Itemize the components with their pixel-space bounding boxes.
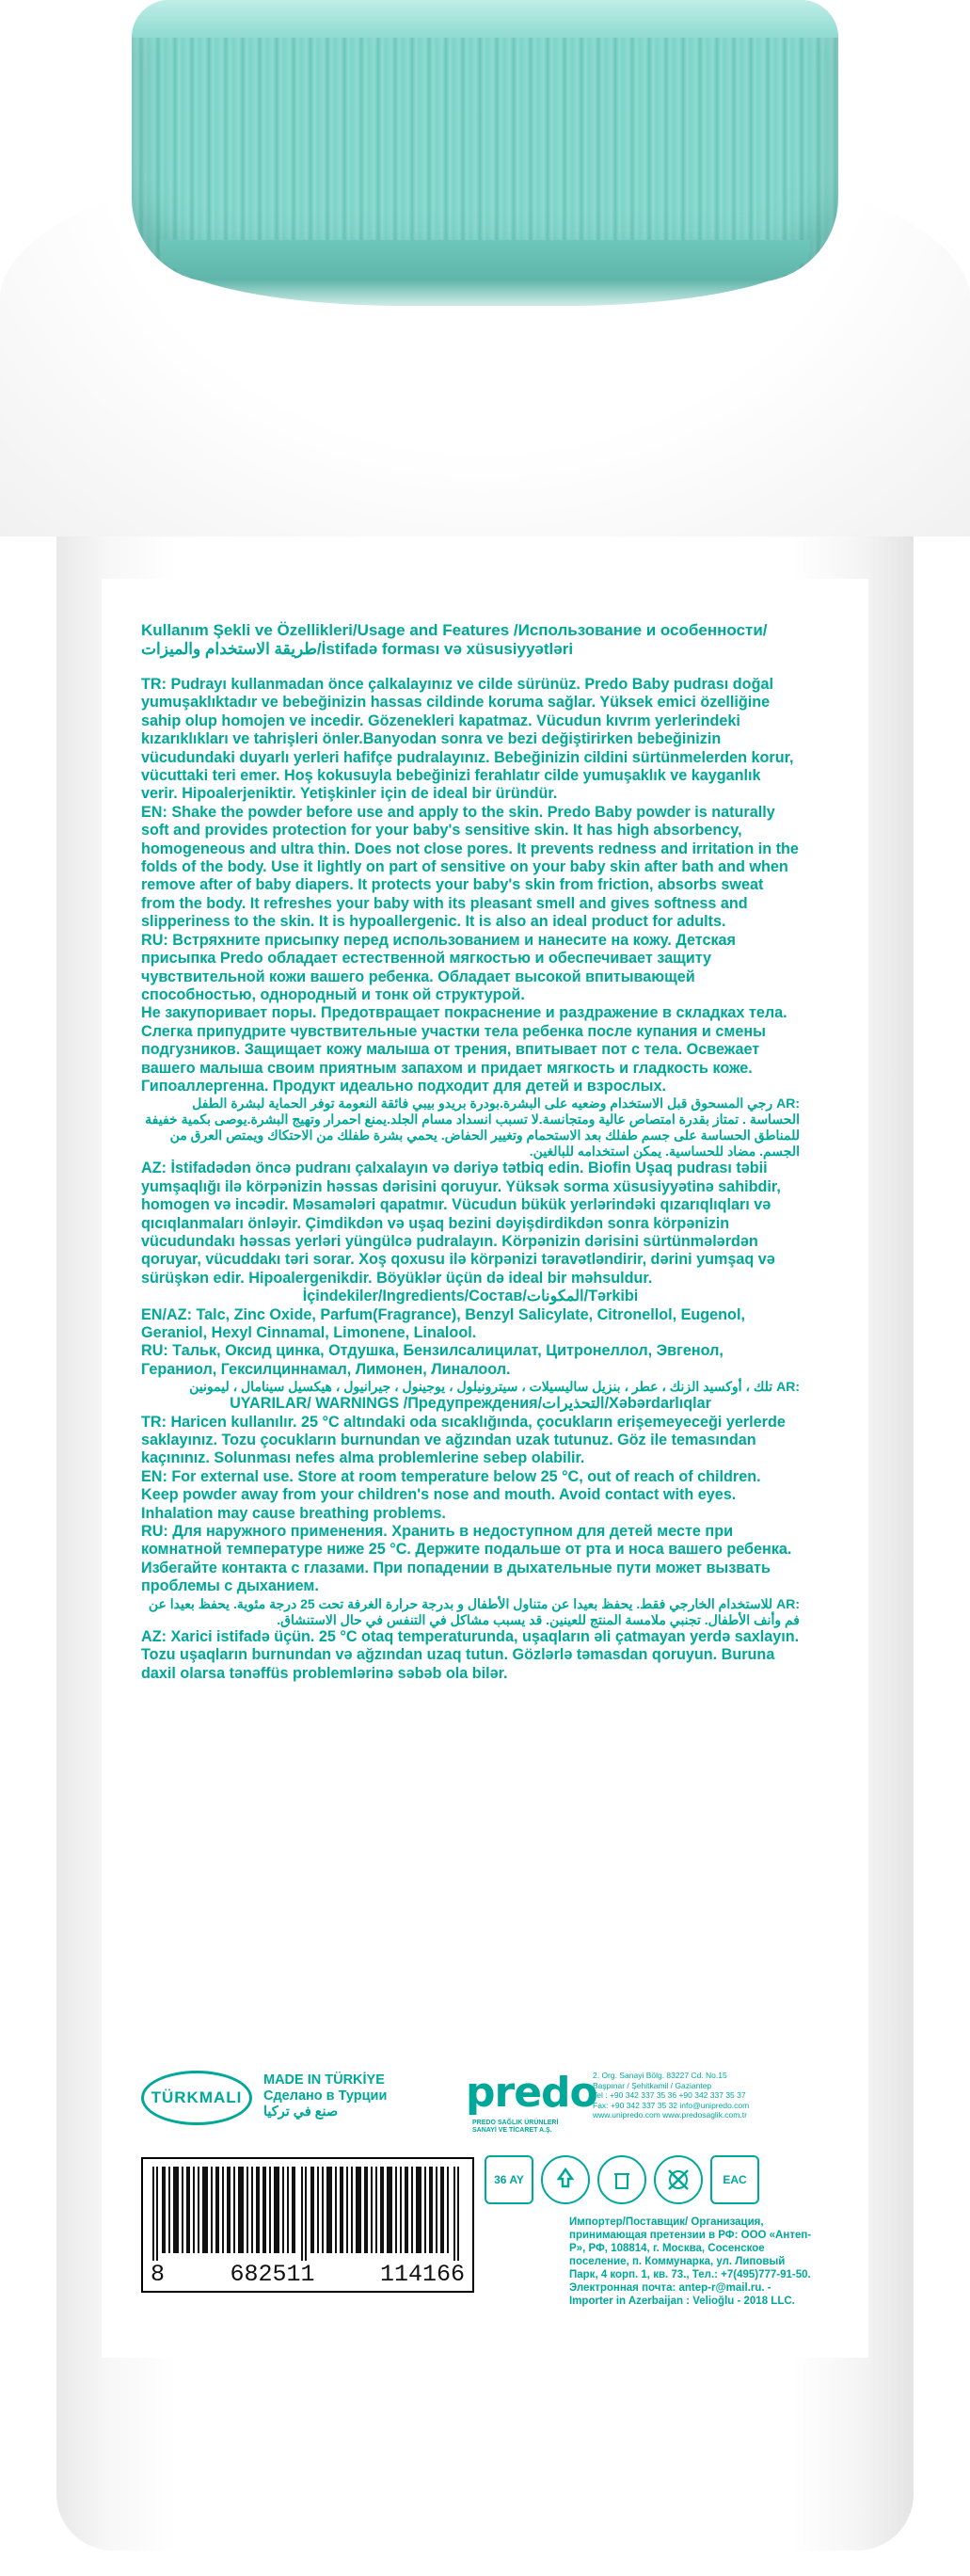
- no-inhale-icon: [654, 2155, 703, 2204]
- usage-ru-1: RU: Встряхните присыпку перед использованием и нанесите на кожу. Детская присыпка Predo обладает естественной мягкостью и обеспечивает защиту чувствительной кожи вашего ребенка. Обладает высокой впитывающей способностью, однородный и тонк ой структурой.: [141, 931, 736, 1003]
- usage-az: AZ: İstifadədən öncə pudranı çalxalayın və dəriyə tətbiq edin. Biofin Uşaq pudrası təbii yumşaqlığı ilə körpənizin həssas dərisini qoruyur. Yüksək sorma xüsusiyyətinə sahibdir, homogen və incədir. Məsamələri qapatmır. Vücudun bükük yerlərindəki qızarıqlıqları və qıcıqlanmaları önləyir. Çimdikdən və uşaq bezini dəyişdirdikdən sonra körpənizin vücudundakı həssas yerləri yüngülcə pudralayın. Körpənizin dərisini sürtünmələrdən qoruyar, vücuddakı təri sorar. Xoş qoxusu ilə körpənizi təravətləndirir, dərini yumşaq və sürüşkən edir. Hipoalergenikdir. Böyüklər üçün də ideal bir məhsuldur.: [141, 1160, 781, 1287]
- address: [593, 2071, 800, 2120]
- address-line: 2. Org. Sanayi Bölg. 83227 Cd. No.15: [593, 2071, 727, 2080]
- predo-company: [472, 2120, 558, 2135]
- made-in-ru: Сделано в Турции: [263, 2088, 388, 2104]
- barcode-digit-group: 114166: [379, 2261, 465, 2288]
- pao-icon: 36 AY: [485, 2155, 533, 2204]
- warnings-tr: TR: Haricen kullanılır. 25 °C altındaki oda sıcaklığında, çocukların erişemeyeceği yerlerde saklayınız. Tozu çocukların burnundan ve ağzından uzak tutunuz. Göz ile temasından kaçınınız. Solunması nefes alma problemlerine sebep olabilir.: [141, 1413, 786, 1467]
- made-in-ar: صنع في تركيا: [263, 2104, 339, 2120]
- label-footer: [141, 2061, 812, 2344]
- warnings-ar: :AR للاستخدام الخارجي فقط. يحفظ بعيدا عن متناول الأطفال و بدرجة حرارة الغرفة تحت 25 درجة مئوية. يحفظ بعيدا عن فم وأنف الأطفال. تجنبي ملامسة المنتج للعينين. قد يسبب مشاكل في التنفس في حال الاستنشاق.: [148, 1595, 800, 1627]
- ingredients-en-az: EN/AZ: Talc, Zinc Oxide, Parfum(Fragrance), Benzyl Salicylate, Citronellol, Eugenol, Geraniol, Hexyl Cinnamal, Limonene, Linalool.: [141, 1305, 745, 1341]
- predo-company-line-1: PREDO SAĞLIK ÜRÜNLERİ: [472, 2120, 559, 2126]
- warnings-title: UYARILAR/ WARNINGS /Предупреждения/التحذيرات/Xəbərdarlıqlar: [230, 1395, 711, 1413]
- usage-tr: TR: Pudrayı kullanmadan önce çalkalayınız ve cilde sürünüz. Predo Baby pudrası doğal yumuşaklıktadır ve bebeğinizin hassas cildinde koruma sağlar. Yüksek emici özelliğine sahip olup homojen ve incedir. Gözenekleri kapatmaz. Vücudun kıvrım yerlerindeki kızarıklıkları ve tahrişleri önler.Banyodan sonra ve bezi değiştirirken bebeğinizin vücudundaki duyarlı yerleri hafifçe pudralayınız. Bebeğinizin cildini sürtünmelerden korur, vücuttaki teri emer. Hoş kokusuyla bebeğinizi ferahlatır cilde yumuşaklık ve kayganlık verir. Hipoalerjeniktir. Yetişkinler için de ideal bir üründür.: [141, 676, 794, 803]
- address-line: www.unipredo.com www.predosaglik.com.tr: [593, 2110, 747, 2120]
- usage-title: Kullanım Şekli ve Özellikleri/Usage and Features /Использование и особенности/ طريقة الاستخدام والميزات/İstifadə forması və xüsusiyyətləri: [141, 621, 768, 658]
- warnings-ru: RU: Для наружного применения. Хранить в недоступном для детей месте при комнатной температуре ниже 25 °C. Держите подальше от рта и носа вашего ребенка. Избегайте контакта с глазами. При попадении в дыхательные пути может вызвать проблемы с дыханием.: [141, 1523, 792, 1595]
- ingredients-ru: RU: Тальк, Оксид цинка, Отдушка, Бензилсалицилат, Цитронеллол, Эвгенол, Гераниол, Гексилциннамал, Лимонен, Линалоол.: [141, 1342, 724, 1378]
- barcode-digit-group: 682511: [230, 2261, 315, 2288]
- warnings-en: EN: For external use. Store at room temperature below 25 °C, out of reach of children. Keep powder away from your children's nose and mouth. Avoid contact with eyes. Inhalation may cause breathing problems.: [141, 1467, 761, 1522]
- address-line: Tel : +90 342 337 35 36 +90 342 337 35 37: [593, 2090, 746, 2100]
- trash-bin-icon: [597, 2155, 646, 2204]
- predo-logo: predo: [466, 2069, 597, 2117]
- ingredients-title: İçindekiler/Ingredients/Состав/المكونات/Tərkibi: [302, 1288, 639, 1305]
- label-text: [141, 621, 800, 1683]
- ingredients-ar: :AR تلك ، أوكسيد الزنك ، عطر ، بنزيل ساليسيلات ، سيترونيلول ، يوجينول ، جيرانيول ، هيكسيل سينامال ، ليمونين: [189, 1379, 800, 1395]
- barcode-number: [151, 2261, 465, 2288]
- barcode-bars: [151, 2167, 463, 2261]
- made-in: [263, 2072, 387, 2120]
- barcode: [141, 2157, 474, 2293]
- cap-top: [132, 0, 838, 38]
- address-line: Fax: +90 342 337 35 32 info@unipredo.com: [593, 2100, 750, 2110]
- importer-info: Импортер/Поставщик/ Организация, принимающая претензии в РФ: ООО «Антеп-Р», РФ, 108814, г. Москва, Сосенское поселение, п. Коммунарка, ул. Липовый Парк, 4 корп. 1, кв. 73., Тел.: +7(495)777-91-50. Электронная почта: antep-r@mail.ru. - Importer in Azerbaijan : Velioğlu - 2018 LLC.: [569, 2216, 812, 2307]
- usage-ru-2: Не закупоривает поры. Предотвращает покраснение и раздражение в складках тела. Слегка припудрите чувствительные участки тела ребенка после купания и смены подгузников. Защищает кожу малыша от трения, впитывает пот с тела. Освежает вашего малыша своим приятным запахом и придает мягкость и гладкость коже. Гипоаллергенна. Продукт идеально подходит для детей и взрослых.: [141, 1004, 787, 1095]
- eac-icon: EAC: [710, 2155, 759, 2204]
- predo-company-line-2: SANAYİ VE TİCARET A.Ş.: [472, 2127, 552, 2134]
- warnings-az: AZ: Xarici istifadə üçün. 25 °C otaq temperaturunda, uşaqların əli çatmayan yerdə saxlayın. Tozu uşaqların burnundan və ağzından uzaq tutun. Gözlərlə təmasdan qoruyun. Buruna daxil olarsa tənəffüs problemlərinə səbəb ola bilər.: [141, 1627, 800, 1682]
- address-line: Başpınar / Şehitkamil / Gaziantep: [593, 2080, 712, 2090]
- certification-icons: [485, 2155, 804, 2208]
- barcode-digit-group: 8: [151, 2261, 166, 2288]
- made-in-en: MADE IN TÜRKİYE: [263, 2072, 385, 2088]
- turkmali-logo: TÜRKMALI: [141, 2071, 252, 2125]
- usage-ar: :AR رجي المسحوق قبل الاستخدام وضعيه على البشرة.بودرة بريدو بيبي فائقة النعومة توفر الحماية لبشرة الطفل الحساسة . تمتاز بقدرة امتصاص عالية ومتجانسة.لا تسبب انسداد مسام الجلد.يمنع احمرار وتهيج البشرة.يوصى بكمية خفيفة للمناطق الحساسة على جسم طفلك بعد الاستحمام وتغيير الحفاض. يحمي بشرة طفلك من الاحتكاك ويمتص العرق من الجسم. مضاد للحساسية. يمكن استخدامه للبالغين.: [145, 1096, 800, 1160]
- usage-en: EN: Shake the powder before use and apply to the skin. Predo Baby powder is naturally soft and provides protection for your baby's sensitive skin. It has high absorbency, homogeneous and ultra thin. Does not close pores. It prevents redness and irritation in the folds of the body. Use it lightly on part of sensitive on your baby skin after bath and when remove after of baby diapers. It protects your baby's skin from friction, absorbs sweat from the body. It refreshes your baby with its pleasant smell and gives softness and slipperiness to the skin. It is hypoallergenic. It is also an ideal product for adults.: [141, 803, 799, 931]
- recycle-icon: [541, 2155, 590, 2204]
